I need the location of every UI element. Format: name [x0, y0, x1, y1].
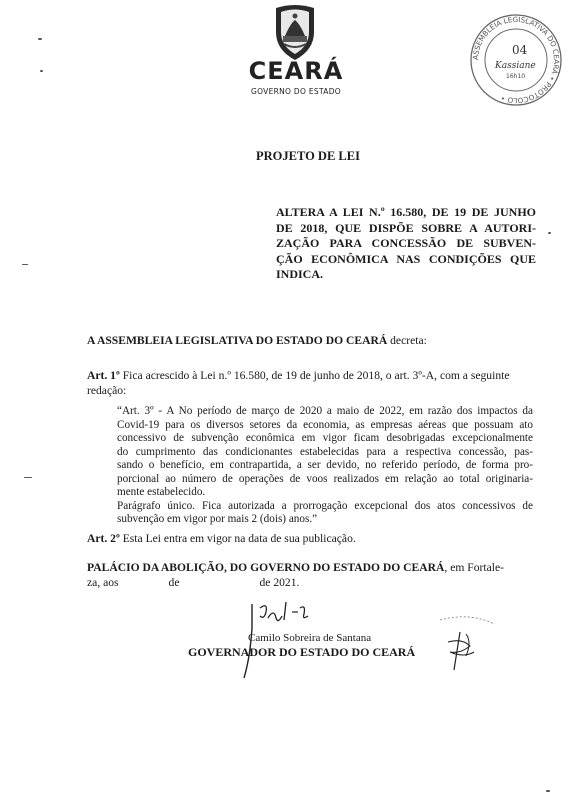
brand-wordmark: CEARÁ — [248, 57, 344, 85]
quote-line: “Art. 3º - A No período de março de 2020 a maio de 2022, em razão dos impactos da — [117, 405, 533, 417]
quote-line: subvenção em vigor por mais 2 (dois) anos.” — [117, 513, 318, 525]
enacting-clause — [87, 334, 427, 349]
summary-line: ZAÇÃO PARA CONCESSÃO DE SUBVEN- — [276, 236, 536, 250]
state-coat-of-arms-icon — [270, 2, 320, 62]
article-1 — [87, 369, 537, 398]
bill-summary — [276, 205, 536, 283]
protocol-stamp — [468, 12, 564, 108]
date-month-sep: de — [168, 575, 180, 589]
quote-line: Parágrafo único. Fica autorizada a prorrogação excepcional dos atos concessivos de — [117, 499, 533, 512]
quote-line: Covid-19 para os diversos setores da economia, as empresas aéreas que possuam ato — [117, 418, 533, 431]
scan-speck — [24, 477, 32, 478]
palacio-name: PALÁCIO DA ABOLIÇÃO, DO GOVERNO DO ESTADO DO CEARÁ — [87, 561, 445, 574]
stamp-time: 16h10 — [506, 73, 526, 80]
enacting-body: A ASSEMBLEIA LEGISLATIVA DO ESTADO DO CEARÁ — [87, 334, 388, 347]
summary-line: DE 2018, QUE DISPÕE SOBRE A AUTORI- — [276, 220, 536, 235]
stamp-number: 04 — [512, 43, 528, 57]
scan-speck — [38, 38, 42, 40]
initials-rubric — [430, 612, 500, 682]
signing-place-date — [87, 561, 537, 590]
palacio-city: , em Fortale- — [444, 561, 504, 574]
scan-speck — [22, 264, 28, 265]
summary-line: INDICA. — [276, 267, 324, 281]
stamp-ring-text: ASSEMBLEIA LEGISLATIVA DO CEARÁ • PROTOCOLO • — [470, 14, 562, 106]
article-2-label: Art. 2º — [87, 532, 120, 545]
article-2-text: Esta Lei entra em vigor na data de sua publicação. — [119, 532, 356, 545]
quoted-article-3a — [117, 405, 533, 527]
enacting-verb: decreta: — [387, 334, 427, 347]
summary-line: ÇÃO ECONÔMICA NAS CONDIÇÕES QUE — [276, 251, 536, 266]
article-1-text: Fica acrescido à Lei n.º 16.580, de 19 de junho de 2018, o art. 3º-A, com a seguinte redação: — [87, 369, 510, 397]
quote-line: do cumprimento das condicionantes estabelecidas para a respectiva concessão, pas- — [117, 445, 533, 458]
governor-name: Camilo Sobreira de Santana — [248, 632, 372, 644]
article-2 — [87, 532, 356, 547]
document-title: PROJETO DE LEI — [256, 149, 360, 163]
scan-speck — [548, 232, 551, 234]
stamp-handwritten: Kassiane — [495, 61, 536, 71]
summary-line: ALTERA A LEI N.º 16.580, DE 19 DE JUNHO — [276, 205, 536, 219]
governor-title: GOVERNADOR DO ESTADO DO CEARÁ — [188, 645, 416, 659]
scan-speck — [40, 70, 43, 72]
date-year: de 2021. — [259, 575, 300, 589]
quote-line: concessivo de subvenção econômica em vigor ficam desobrigadas excepcionalmente — [117, 432, 533, 444]
quote-line: porcional ao número de operações de voos realizados em relação ao total originaria- — [117, 472, 533, 485]
date-prefix: za, aos — [87, 575, 119, 589]
brand-subtitle: GOVERNO DO ESTADO — [250, 87, 342, 96]
quote-line: sando o benefício, em contrapartida, a ser devido, no referido período, de forma pro- — [117, 459, 533, 471]
scan-speck — [546, 790, 550, 792]
quote-line: mente estabelecido. — [117, 486, 206, 498]
article-1-label: Art. 1º — [87, 369, 120, 382]
